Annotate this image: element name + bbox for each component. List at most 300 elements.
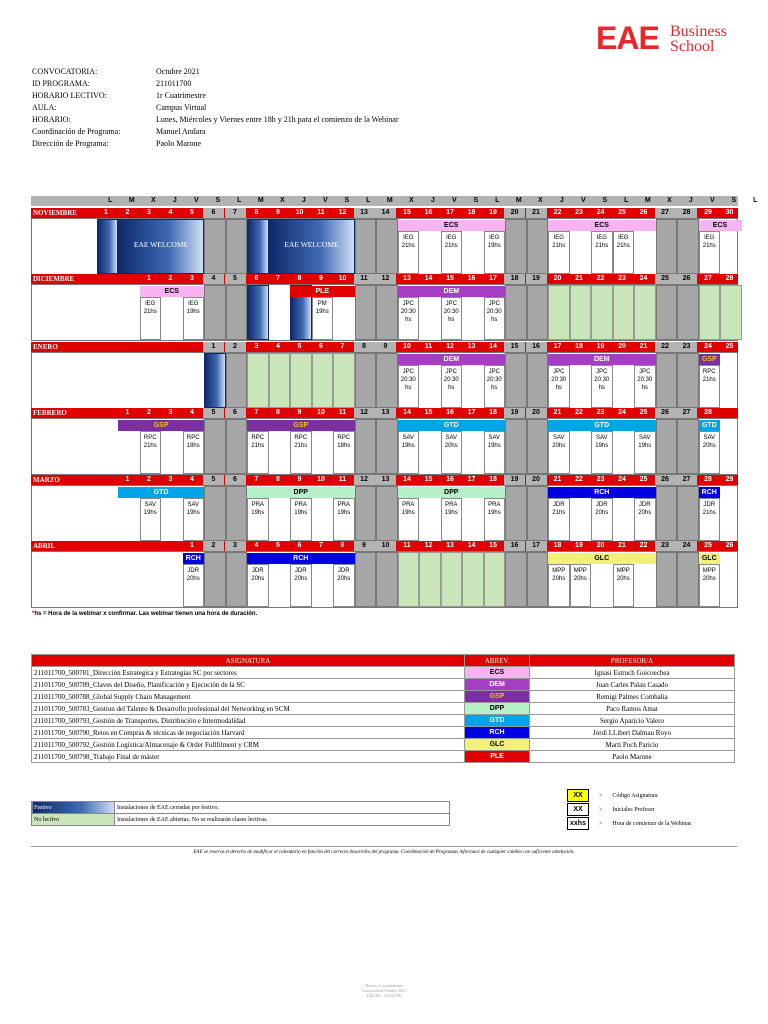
day-number: 9: [354, 541, 375, 551]
session-time: 21hs: [702, 377, 716, 383]
day-number: 3: [168, 409, 173, 416]
day-number: 11: [354, 274, 375, 284]
day-number: 13: [467, 343, 476, 350]
session-time: 21hs: [143, 309, 157, 315]
month-name: FEBRERO: [33, 409, 67, 417]
session-time: 20hs: [616, 576, 630, 582]
day-number: 2: [168, 275, 173, 282]
session-time: 21hs: [552, 243, 566, 249]
weekday-label: L: [366, 197, 371, 204]
weekday-label: X: [279, 197, 285, 204]
day-number: 8: [276, 476, 280, 483]
course-bar-dem: DEM: [398, 286, 506, 297]
session-teacher: SAV: [488, 435, 501, 441]
month-body: [31, 284, 738, 341]
weekend-cell: [376, 419, 398, 474]
header-row: [32, 138, 399, 150]
session-cell: [484, 231, 506, 274]
header-row: [32, 66, 399, 78]
weekend-cell: [677, 486, 699, 541]
day-number: 5: [190, 209, 194, 216]
header-label: HORARIO:: [32, 115, 71, 124]
weekend-cell: [226, 486, 248, 541]
weekend-cell: [204, 552, 226, 607]
weekend-cell: [527, 219, 549, 274]
day-number: 23: [596, 409, 605, 416]
day-number: 20: [596, 542, 605, 549]
key-desc: Instalaciones de EAE abiertas. No se realizarán clases lectivas.: [115, 814, 450, 826]
key-format-box: XX: [567, 789, 589, 802]
legend-teacher: Sergio Aparicio Valero: [530, 715, 735, 727]
weekday-label: J: [430, 197, 435, 204]
day-number: 5: [225, 274, 246, 284]
day-number: 10: [375, 541, 396, 551]
day-number: 7: [225, 208, 246, 218]
legend-subject: [32, 679, 465, 691]
day-number: 8: [297, 275, 302, 282]
session-cell: [634, 498, 656, 541]
legend-name: _Gestión de Transportes, Distribución e Intermodalidad: [89, 716, 246, 725]
header-row: [32, 126, 399, 138]
day-number: 17: [526, 541, 547, 551]
weekend-cell: [376, 353, 398, 408]
course-bar-ecs: ECS: [548, 220, 656, 231]
course-bar-rch: RCH: [183, 553, 205, 564]
session-teacher: JDR: [552, 502, 565, 508]
session-teacher: PRA: [402, 502, 415, 508]
weekend-cell: [505, 486, 527, 541]
month-name: ENERO: [33, 343, 58, 351]
header-value: Octubre 2021: [156, 67, 200, 76]
header-label: Dirección de Programa:: [32, 139, 109, 148]
weekday-label: M: [386, 197, 393, 204]
day-number: 1: [190, 542, 194, 549]
note-asterisk: *: [32, 611, 35, 617]
webinar-note: [32, 611, 257, 617]
legend-code: 211011700_500783: [34, 704, 90, 713]
session-time: 20hs: [702, 576, 716, 582]
legend-row: [32, 703, 735, 715]
session-teacher: PRA: [337, 502, 350, 508]
day-number: 12: [354, 408, 375, 418]
weekend-cell: [204, 486, 226, 541]
day-number: 4: [168, 209, 173, 216]
day-number: 12: [354, 475, 375, 485]
weekend-cell: [656, 552, 678, 607]
day-number: 22: [575, 409, 583, 416]
day-number: 26: [725, 542, 734, 549]
day-number: 22: [553, 209, 562, 216]
course-bar-rch: RCH: [548, 487, 656, 498]
day-number: 11: [317, 209, 325, 216]
session-cell: [247, 498, 269, 541]
no-lectivo-cell: [419, 552, 441, 607]
day-number: 7: [254, 409, 259, 416]
session-time: 21hs: [143, 443, 157, 449]
course-bar-ecs: ECS: [699, 220, 742, 231]
session-cell: [634, 365, 656, 408]
course-bar-gsp: GSP: [247, 420, 355, 431]
disclaimer: EAE se reserva el derecho de modificar el calendario en función del correcto desarrollo del programa. Coordinación de Programas informará de cualquier cambio con suficiente antelación.: [193, 850, 575, 855]
weekend-cell: [527, 552, 549, 607]
divider: [31, 846, 737, 847]
session-teacher: SAV: [703, 435, 716, 441]
legend-subject: [32, 739, 465, 751]
day-number: 21: [639, 343, 648, 350]
day-number: 25: [704, 542, 712, 549]
session-cell: [591, 365, 613, 408]
no-lectivo-cell: [634, 285, 656, 340]
legend-teacher: Paco Ramos Amat: [530, 703, 735, 715]
weekend-cell: [656, 486, 678, 541]
day-number: 15: [504, 342, 525, 352]
session-cell: [312, 297, 334, 340]
session-cell: [398, 231, 420, 274]
month-row: [31, 541, 738, 551]
session-teacher: RPC: [294, 435, 308, 441]
day-number: 3: [225, 541, 246, 551]
day-number: 15: [446, 275, 454, 282]
welcome-block: [269, 219, 355, 274]
day-number: 18: [489, 476, 497, 483]
legend-subject: [32, 751, 465, 763]
session-teacher: MPP: [573, 568, 587, 574]
weekend-cell: [355, 353, 377, 408]
weekend-cell: [505, 353, 527, 408]
session-cell: [591, 231, 613, 274]
session-cell: [441, 431, 463, 474]
festivo-cell: [247, 219, 269, 274]
day-number: 28: [704, 409, 712, 416]
day-number: 29: [725, 476, 734, 483]
day-number: 24: [618, 476, 626, 483]
weekday-label: V: [193, 197, 199, 204]
day-number: 16: [424, 209, 433, 216]
footer-line: Horario 1r cuatrimestre: [365, 983, 403, 988]
day-number: 22: [575, 476, 583, 483]
session-teacher: JPC: [553, 369, 565, 375]
festivo-cell: [97, 219, 119, 274]
course-bar-dem: DEM: [548, 354, 656, 365]
day-number: 23: [618, 275, 626, 282]
key-arrow: >: [599, 806, 603, 813]
day-number: 8: [354, 342, 375, 352]
day-number: 21: [618, 542, 626, 549]
weekend-cell: [204, 419, 226, 474]
day-number: 28: [704, 476, 712, 483]
day-number: 17: [467, 409, 476, 416]
session-time: 20hs: [638, 510, 652, 516]
day-number: 22: [596, 275, 605, 282]
weekday-label: M: [257, 197, 264, 204]
course-bar-gtd: GTD: [398, 420, 506, 431]
weekend-cell: [226, 219, 248, 274]
weekend-cell: [677, 552, 699, 607]
day-number: 24: [596, 209, 605, 216]
session-time: 18hs: [337, 443, 351, 449]
day-number: 9: [297, 476, 302, 483]
weekend-cell: [204, 285, 226, 340]
key-format-desc: Código Asignatura: [612, 792, 658, 799]
day-number: 16: [504, 541, 525, 551]
day-number: 18: [467, 209, 476, 216]
session-time: 20:30 hs: [400, 377, 416, 391]
day-number: 13: [403, 275, 411, 282]
session-time: 21hs: [251, 443, 265, 449]
day-number: 7: [319, 542, 323, 549]
key-format-row: [567, 803, 692, 816]
month-row: [31, 274, 738, 284]
course-bar-rch: RCH: [247, 553, 355, 564]
weekday-label: M: [644, 197, 651, 204]
weekend-cell: [505, 419, 527, 474]
weekday-label: S: [731, 197, 737, 204]
session-time: 20:30 hs: [486, 309, 502, 323]
month-row: [31, 208, 738, 218]
session-cell: [333, 564, 355, 607]
day-number: 2: [125, 209, 130, 216]
session-time: 19hs: [251, 510, 265, 516]
header-value: Paolo Marone: [156, 139, 202, 148]
festivo-cell: [247, 285, 269, 340]
day-number: 18: [504, 274, 525, 284]
session-teacher: JDR: [595, 502, 608, 508]
session-cell: [398, 297, 420, 340]
day-number: 22: [655, 342, 676, 352]
page-footer: [320, 983, 448, 998]
day-number: 20: [526, 408, 547, 418]
key-day-types: [31, 801, 450, 826]
course-bar-dpp: DPP: [247, 487, 355, 498]
weekend-cell: [656, 419, 678, 474]
session-teacher: PRA: [251, 502, 264, 508]
session-teacher: RPC: [186, 435, 200, 441]
session-cell: [591, 431, 613, 474]
legend-teacher: Joan Carles Palau Casado: [530, 679, 735, 691]
session-cell: [484, 498, 506, 541]
session-teacher: JPC: [445, 369, 457, 375]
day-number: 27: [676, 475, 697, 485]
weekend-cell: [677, 285, 699, 340]
session-teacher: JPC: [402, 369, 414, 375]
session-time: 19hs: [337, 510, 351, 516]
day-number: 27: [676, 408, 697, 418]
session-cell: [333, 498, 355, 541]
weekend-cell: [505, 552, 527, 607]
day-number: 25: [618, 209, 626, 216]
day-number: 23: [596, 476, 605, 483]
day-number: 13: [375, 475, 396, 485]
day-number: 1: [125, 476, 130, 483]
session-teacher: JDR: [638, 502, 651, 508]
month-body: [31, 418, 738, 475]
session-teacher: JDR: [703, 502, 716, 508]
session-cell: [570, 564, 592, 607]
session-teacher: SAV: [638, 435, 651, 441]
day-number: 19: [504, 408, 525, 418]
weekday-label: J: [688, 197, 693, 204]
session-cell: [183, 297, 205, 340]
session-teacher: JPC: [639, 369, 651, 375]
day-number: 4: [190, 476, 194, 483]
weekend-cell: [527, 353, 549, 408]
weekend-cell: [677, 353, 699, 408]
day-number: 28: [725, 275, 734, 282]
legend-teacher: Remigi Palmes Combalia: [530, 691, 735, 703]
key-format-box: XX: [567, 803, 589, 816]
day-number: 30: [725, 209, 734, 216]
day-number: 20: [618, 343, 626, 350]
legend-row: [32, 739, 735, 751]
weekend-cell: [656, 219, 678, 274]
weekday-label: X: [666, 197, 672, 204]
key-format-row: [567, 789, 692, 802]
weekday-label: J: [301, 197, 306, 204]
no-lectivo-cell: [591, 285, 613, 340]
session-teacher: JDR: [187, 568, 200, 574]
no-lectivo-cell: [720, 285, 742, 340]
session-time: 20hs: [294, 576, 308, 582]
session-cell: [247, 431, 269, 474]
legend-col-abbr: ABREV.: [465, 655, 530, 667]
day-number: 3: [254, 343, 259, 350]
legend-teacher: Paolo Marone: [530, 751, 735, 763]
day-number: 20: [553, 275, 562, 282]
session-teacher: PM: [317, 301, 327, 307]
day-number: 16: [446, 476, 454, 483]
legend-code: 211011700_500792: [34, 740, 90, 749]
weekday-label: S: [473, 197, 479, 204]
note-text: hs = Hora de la webinar x confirmar. Las webinar tienen una hora de duración.: [34, 611, 258, 617]
weekday-label: X: [408, 197, 414, 204]
day-number: 19: [575, 542, 583, 549]
course-bar-gtd: GTD: [548, 420, 656, 431]
course-bar-rch: RCH: [699, 487, 721, 498]
day-number: 18: [575, 343, 583, 350]
day-number: 8: [340, 542, 345, 549]
session-time: 21hs: [616, 243, 630, 249]
weekend-cell: [226, 285, 248, 340]
session-cell: [247, 564, 269, 607]
day-number: 17: [467, 476, 476, 483]
day-number: 20: [526, 475, 547, 485]
welcome-block: [118, 219, 204, 274]
session-teacher: JPC: [488, 369, 500, 375]
session-teacher: IEG: [704, 235, 715, 241]
weekday-label: J: [559, 197, 564, 204]
session-teacher: IEG: [596, 235, 607, 241]
session-time: 19hs: [315, 309, 329, 315]
month-row: [31, 342, 738, 352]
header-value: Lunes, Miércoles y Viernes entre 18h y 21h para el comienzo de la Webinar: [156, 115, 399, 124]
day-number: 23: [676, 342, 697, 352]
day-number: 14: [424, 275, 433, 282]
session-cell: [398, 498, 420, 541]
day-number: 21: [526, 208, 547, 218]
day-number: 8: [254, 209, 259, 216]
key-row: [32, 802, 450, 814]
session-cell: [290, 498, 312, 541]
header-value: Manuel Andara: [156, 127, 206, 136]
weekend-cell: [376, 285, 398, 340]
course-bar-gtd: GTD: [699, 420, 721, 431]
day-number: 6: [225, 408, 246, 418]
day-number: 5: [203, 408, 224, 418]
subjects-legend: [31, 654, 735, 763]
weekday-label: S: [602, 197, 608, 204]
footer-line: EAE BS - 211011700: [366, 993, 402, 998]
day-number: 10: [317, 476, 325, 483]
day-number: 3: [190, 275, 194, 282]
day-number: 19: [596, 343, 605, 350]
session-time: 20:30 hs: [486, 377, 502, 391]
weekend-cell: [355, 419, 377, 474]
day-number: 9: [375, 342, 396, 352]
day-number: 26: [655, 408, 676, 418]
day-number: 4: [203, 274, 224, 284]
day-number: 19: [489, 209, 497, 216]
legend-code: 211011700_500789: [34, 680, 90, 689]
session-time: 20:30 hs: [443, 309, 459, 323]
session-cell: [140, 297, 162, 340]
day-number: 4: [190, 409, 194, 416]
legend-teacher: Jordi LLibert Dalmau Royo: [530, 727, 735, 739]
session-teacher: SAV: [402, 435, 415, 441]
session-time: 20hs: [595, 510, 609, 516]
header-label: HORARIO LECTIVO:: [32, 91, 107, 100]
legend-name: _Claves del Diseño, Planificación y Ejecución de la SC: [89, 680, 245, 689]
weekday-label: L: [753, 197, 758, 204]
footer-line: Convocatoria Octubre 2021: [361, 988, 407, 993]
session-cell: [140, 431, 162, 474]
day-number: 3: [168, 476, 173, 483]
session-time: 21hs: [294, 443, 308, 449]
day-number: 2: [203, 541, 224, 551]
legend-col-subject: ASIGNATURA: [32, 655, 465, 667]
day-number: 5: [276, 542, 280, 549]
session-cell: [441, 498, 463, 541]
month-name: MARZO: [33, 476, 60, 484]
day-number: 14: [375, 208, 396, 218]
legend-row: [32, 751, 735, 763]
day-number: 1: [203, 342, 224, 352]
weekend-cell: [376, 219, 398, 274]
month-name: DICIEMBRE: [33, 275, 75, 283]
day-number: 14: [467, 542, 476, 549]
day-number: 6: [319, 343, 323, 350]
session-time: 21hs: [595, 243, 609, 249]
day-number: 9: [276, 209, 280, 216]
day-number: 26: [639, 209, 648, 216]
day-number: 21: [553, 409, 562, 416]
legend-subject: [32, 703, 465, 715]
month-row: [31, 475, 738, 485]
session-time: 19hs: [595, 443, 609, 449]
weekday-label: X: [150, 197, 156, 204]
day-number: 9: [297, 409, 302, 416]
key-format-desc: Hora de comienzo de la Webinar.: [612, 820, 693, 827]
weekend-cell: [355, 552, 377, 607]
day-number: 24: [639, 275, 648, 282]
session-time: 20hs: [552, 576, 566, 582]
month-body: [31, 485, 738, 542]
legend-abbr: ECS: [465, 667, 530, 679]
session-time: 21hs: [401, 243, 415, 249]
day-number: 6: [225, 475, 246, 485]
session-cell: [699, 564, 721, 607]
session-cell: [484, 365, 506, 408]
weekend-cell: [656, 285, 678, 340]
